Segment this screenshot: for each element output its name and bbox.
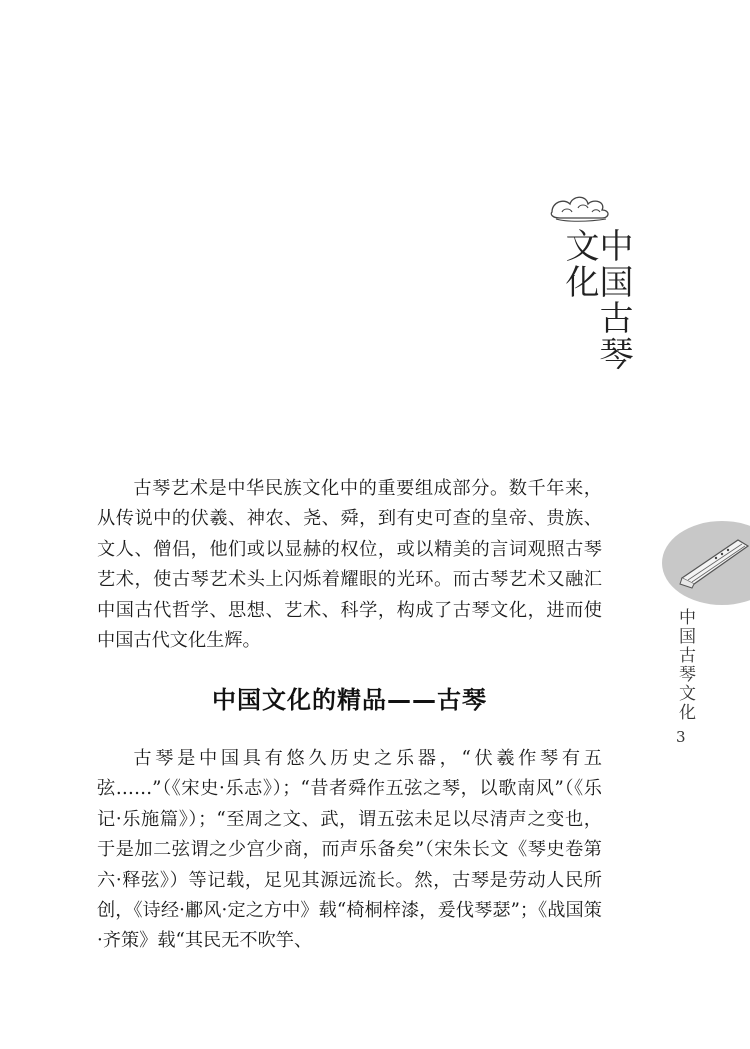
body-paragraph-intro: 古琴艺术是中华民族文化中的重要组成部分。数千年来，从传说中的伏羲、神农、尧、舜，到有史可查的皇帝、贵族、文人、僧侣，他们或以显赫的权位，或以精美的言词观照古琴艺术，使古琴艺术头上闪烁着耀眼的光环。而古琴艺术又融汇中国古代哲学、思想、艺术、科学，构成了古琴文化，进而使中国古代文化生辉。: [97, 478, 602, 652]
section-title: 中国文化的精品——古琴: [212, 686, 487, 714]
side-tab: [660, 518, 750, 728]
guqin-tab-icon: [660, 518, 750, 608]
cloud-ornament-icon: [548, 188, 614, 224]
side-tab-title: 中国古琴文化: [675, 608, 695, 722]
page-number: 3: [676, 728, 686, 746]
chapter-header: [548, 188, 633, 388]
chapter-title: 中国古琴文化: [559, 228, 633, 372]
body-paragraph-guqin: 古琴是中国具有悠久历史之乐器，“伏羲作琴有五弦……”（《宋史·乐志》）；“昔者舜作五弦之琴，以歌南风”（《乐记·乐施篇》）；“至周之文、武，谓五弦未足以尽清声之变也，于是加二弦谓之少宫少商，而声乐备矣”（宋朱长文《琴史卷第六·释弦》）等记载，足见其源远流长。然，古琴是劳动人民所创，《诗经·鄘风·定之方中》载“椅桐梓漆，爰伐琴瑟”；《战国策·齐策》载“其民无不吹竽、: [97, 748, 602, 952]
